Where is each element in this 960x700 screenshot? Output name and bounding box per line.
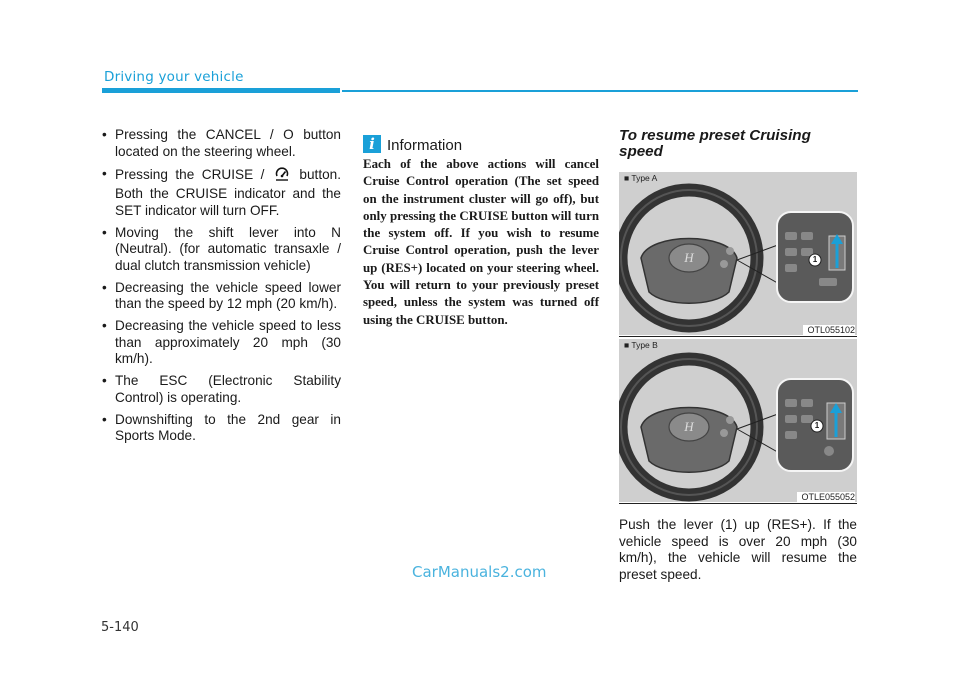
resume-speed-heading: To resume preset Cruising speed: [619, 127, 811, 160]
steering-wheel-figure-type-a: [619, 172, 857, 335]
header-rule-thin: [342, 90, 858, 92]
list-item-text-after: button. Both the CRUISE indicator and the SET indicator will turn OFF.: [115, 166, 341, 218]
list-item: [101, 412, 341, 445]
section-title: Driving your vehicle: [104, 69, 244, 85]
information-icon: i: [363, 135, 381, 153]
bullet-dot: •: [102, 165, 107, 181]
list-item-text: Decreasing the vehicle speed lower than the speed by 12 mph (20 km/h).: [115, 279, 341, 311]
resume-speed-body: Push the lever (1) up (RES+). If the vehicle speed is over 20 mph (30 km/h), the vehicle will resume the preset speed.: [619, 517, 857, 582]
figure-divider: [619, 503, 857, 504]
list-item-text: The ESC (Electronic Stability Control) is operating.: [115, 373, 341, 405]
list-item-text: Pressing the CANCEL / O button located on the steering wheel.: [115, 127, 341, 159]
figure-code: OTL055102: [803, 325, 855, 335]
svg-text:H: H: [684, 419, 694, 434]
bullet-dot: •: [102, 318, 107, 333]
callout-number: 1: [814, 421, 820, 430]
header-rule-thick: [102, 88, 340, 93]
steering-wheel-illustration: [619, 172, 857, 335]
list-item-text: Moving the shift lever into N (Neutral). (for automatic transaxle / dual clutch transmission vehicle): [115, 224, 341, 273]
svg-text:H: H: [684, 250, 694, 265]
list-item: [101, 225, 341, 275]
bullet-dot: •: [102, 373, 107, 388]
list-item: [101, 127, 341, 160]
cancel-conditions-list: [101, 127, 341, 450]
callout-number: 1: [812, 255, 818, 264]
list-item-text-before: Pressing the CRUISE /: [115, 166, 272, 182]
figure-code: OTLE055052: [797, 492, 855, 502]
figure-type-label: ■ Type B: [624, 340, 658, 350]
steering-wheel-figure-type-b: [619, 339, 857, 502]
list-item-text: Decreasing the vehicle speed to less than approximately 20 mph (30 km/h).: [115, 318, 341, 366]
list-item: [101, 166, 341, 220]
watermark: CarManuals2.com: [412, 563, 547, 581]
information-title: Information: [387, 137, 463, 154]
cruise-control-icon: [274, 166, 290, 187]
information-heading: [363, 133, 462, 154]
information-body: Each of the above actions will cancel Cruise Control operation (The set speed on the instrument cluster will go off), but only pressing the CRUISE button will turn the system off. If you wish to resume Cruise Control operation, push the lever up (RES+) located on your steering wheel. You will return to your previously preset speed, unless the system was turned off using the CRUISE button.: [363, 157, 599, 327]
list-item: [101, 318, 341, 368]
bullet-dot: •: [102, 224, 107, 240]
list-item: [101, 373, 341, 406]
list-item: [101, 280, 341, 313]
bullet-dot: •: [102, 279, 107, 295]
list-item-text: Downshifting to the 2nd gear in Sports Mode.: [115, 411, 341, 443]
page-number: 5-140: [101, 620, 139, 635]
bullet-dot: •: [102, 127, 107, 142]
figure-divider: [619, 336, 857, 337]
bullet-dot: •: [102, 411, 107, 427]
figure-type-label: ■ Type A: [624, 173, 658, 183]
